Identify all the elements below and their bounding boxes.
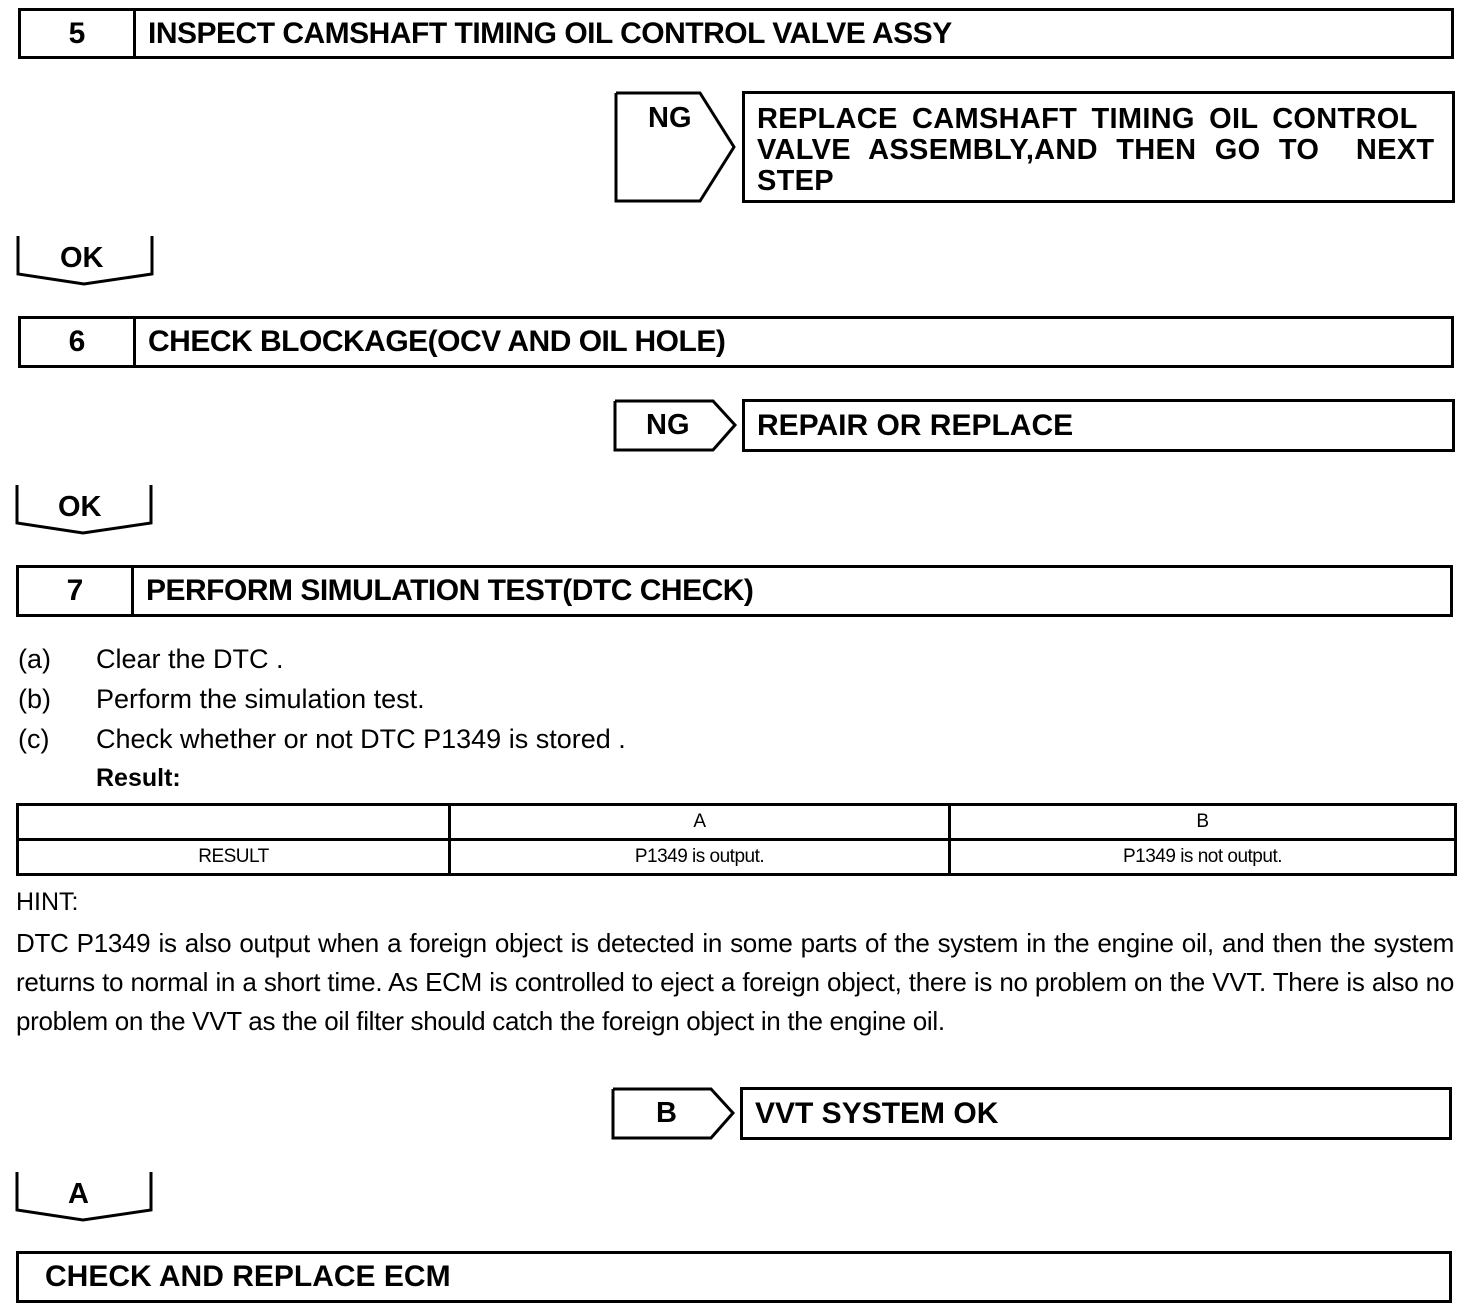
hint-paragraph: DTC P1349 is also output when a foreign object is detected in some parts of the system in the engine oil, and then the system returns to normal in a short time. As ECM is controlled to eject a foreign object, there is no problem on the VVT. There is also no problem on the VVT as the oil filter should catch the foreign object in the engine oil. (16, 928, 1454, 1036)
procedure-label: (c) (18, 724, 50, 754)
step-number: 6 (21, 319, 136, 365)
result-line: STEP (757, 165, 834, 197)
ng-tag-label: NG (648, 102, 692, 134)
table-cell: P1349 is output. (450, 840, 950, 875)
procedure-item (18, 644, 284, 675)
step-7-b-result: VVT SYSTEM OK (740, 1087, 1452, 1140)
procedure-label: (b) (18, 684, 51, 714)
ok-tag-label: OK (58, 491, 102, 523)
ng-tag-label: NG (646, 409, 690, 441)
table-header-row (18, 805, 1456, 840)
procedure-item (18, 724, 626, 755)
table-cell: P1349 is not output. (950, 840, 1456, 875)
procedure-label: (a) (18, 644, 51, 674)
step-6-header (18, 316, 1454, 368)
b-tag-label: B (656, 1097, 677, 1129)
step-6-ng-result: REPAIR OR REPLACE (742, 399, 1455, 452)
a-tag-label: A (68, 1178, 89, 1210)
hint-label: HINT: (16, 888, 79, 916)
result-line: VALVE ASSEMBLY,AND THEN GO TO NEXT (757, 134, 1435, 166)
step-title: CHECK BLOCKAGE(OCV AND OIL HOLE) (148, 325, 726, 358)
table-cell: RESULT (18, 840, 450, 875)
step-title: PERFORM SIMULATION TEST(DTC CHECK) (146, 574, 754, 607)
result-line: REPLACE CAMSHAFT TIMING OIL CONTROL (757, 103, 1418, 135)
table-header-cell: A (450, 805, 950, 840)
step-7-header (16, 565, 1453, 617)
step-number: 5 (21, 11, 136, 56)
step-5-ng-result (742, 91, 1455, 203)
ok-tag-label: OK (60, 242, 104, 274)
step-5-header (18, 8, 1454, 59)
result-heading: Result: (96, 764, 181, 792)
procedure-item (18, 684, 425, 715)
procedure-text: Clear the DTC . (96, 644, 284, 674)
procedure-text: Perform the simulation test. (96, 684, 425, 714)
step-title: INSPECT CAMSHAFT TIMING OIL CONTROL VALVE ASSY (148, 16, 952, 50)
final-step-box: CHECK AND REPLACE ECM (16, 1251, 1452, 1303)
table-header-cell (18, 805, 450, 840)
step-number: 7 (19, 568, 134, 614)
procedure-text: Check whether or not DTC P1349 is stored . (96, 724, 626, 754)
result-table (16, 803, 1457, 876)
table-row (18, 840, 1456, 875)
table-header-cell: B (950, 805, 1456, 840)
